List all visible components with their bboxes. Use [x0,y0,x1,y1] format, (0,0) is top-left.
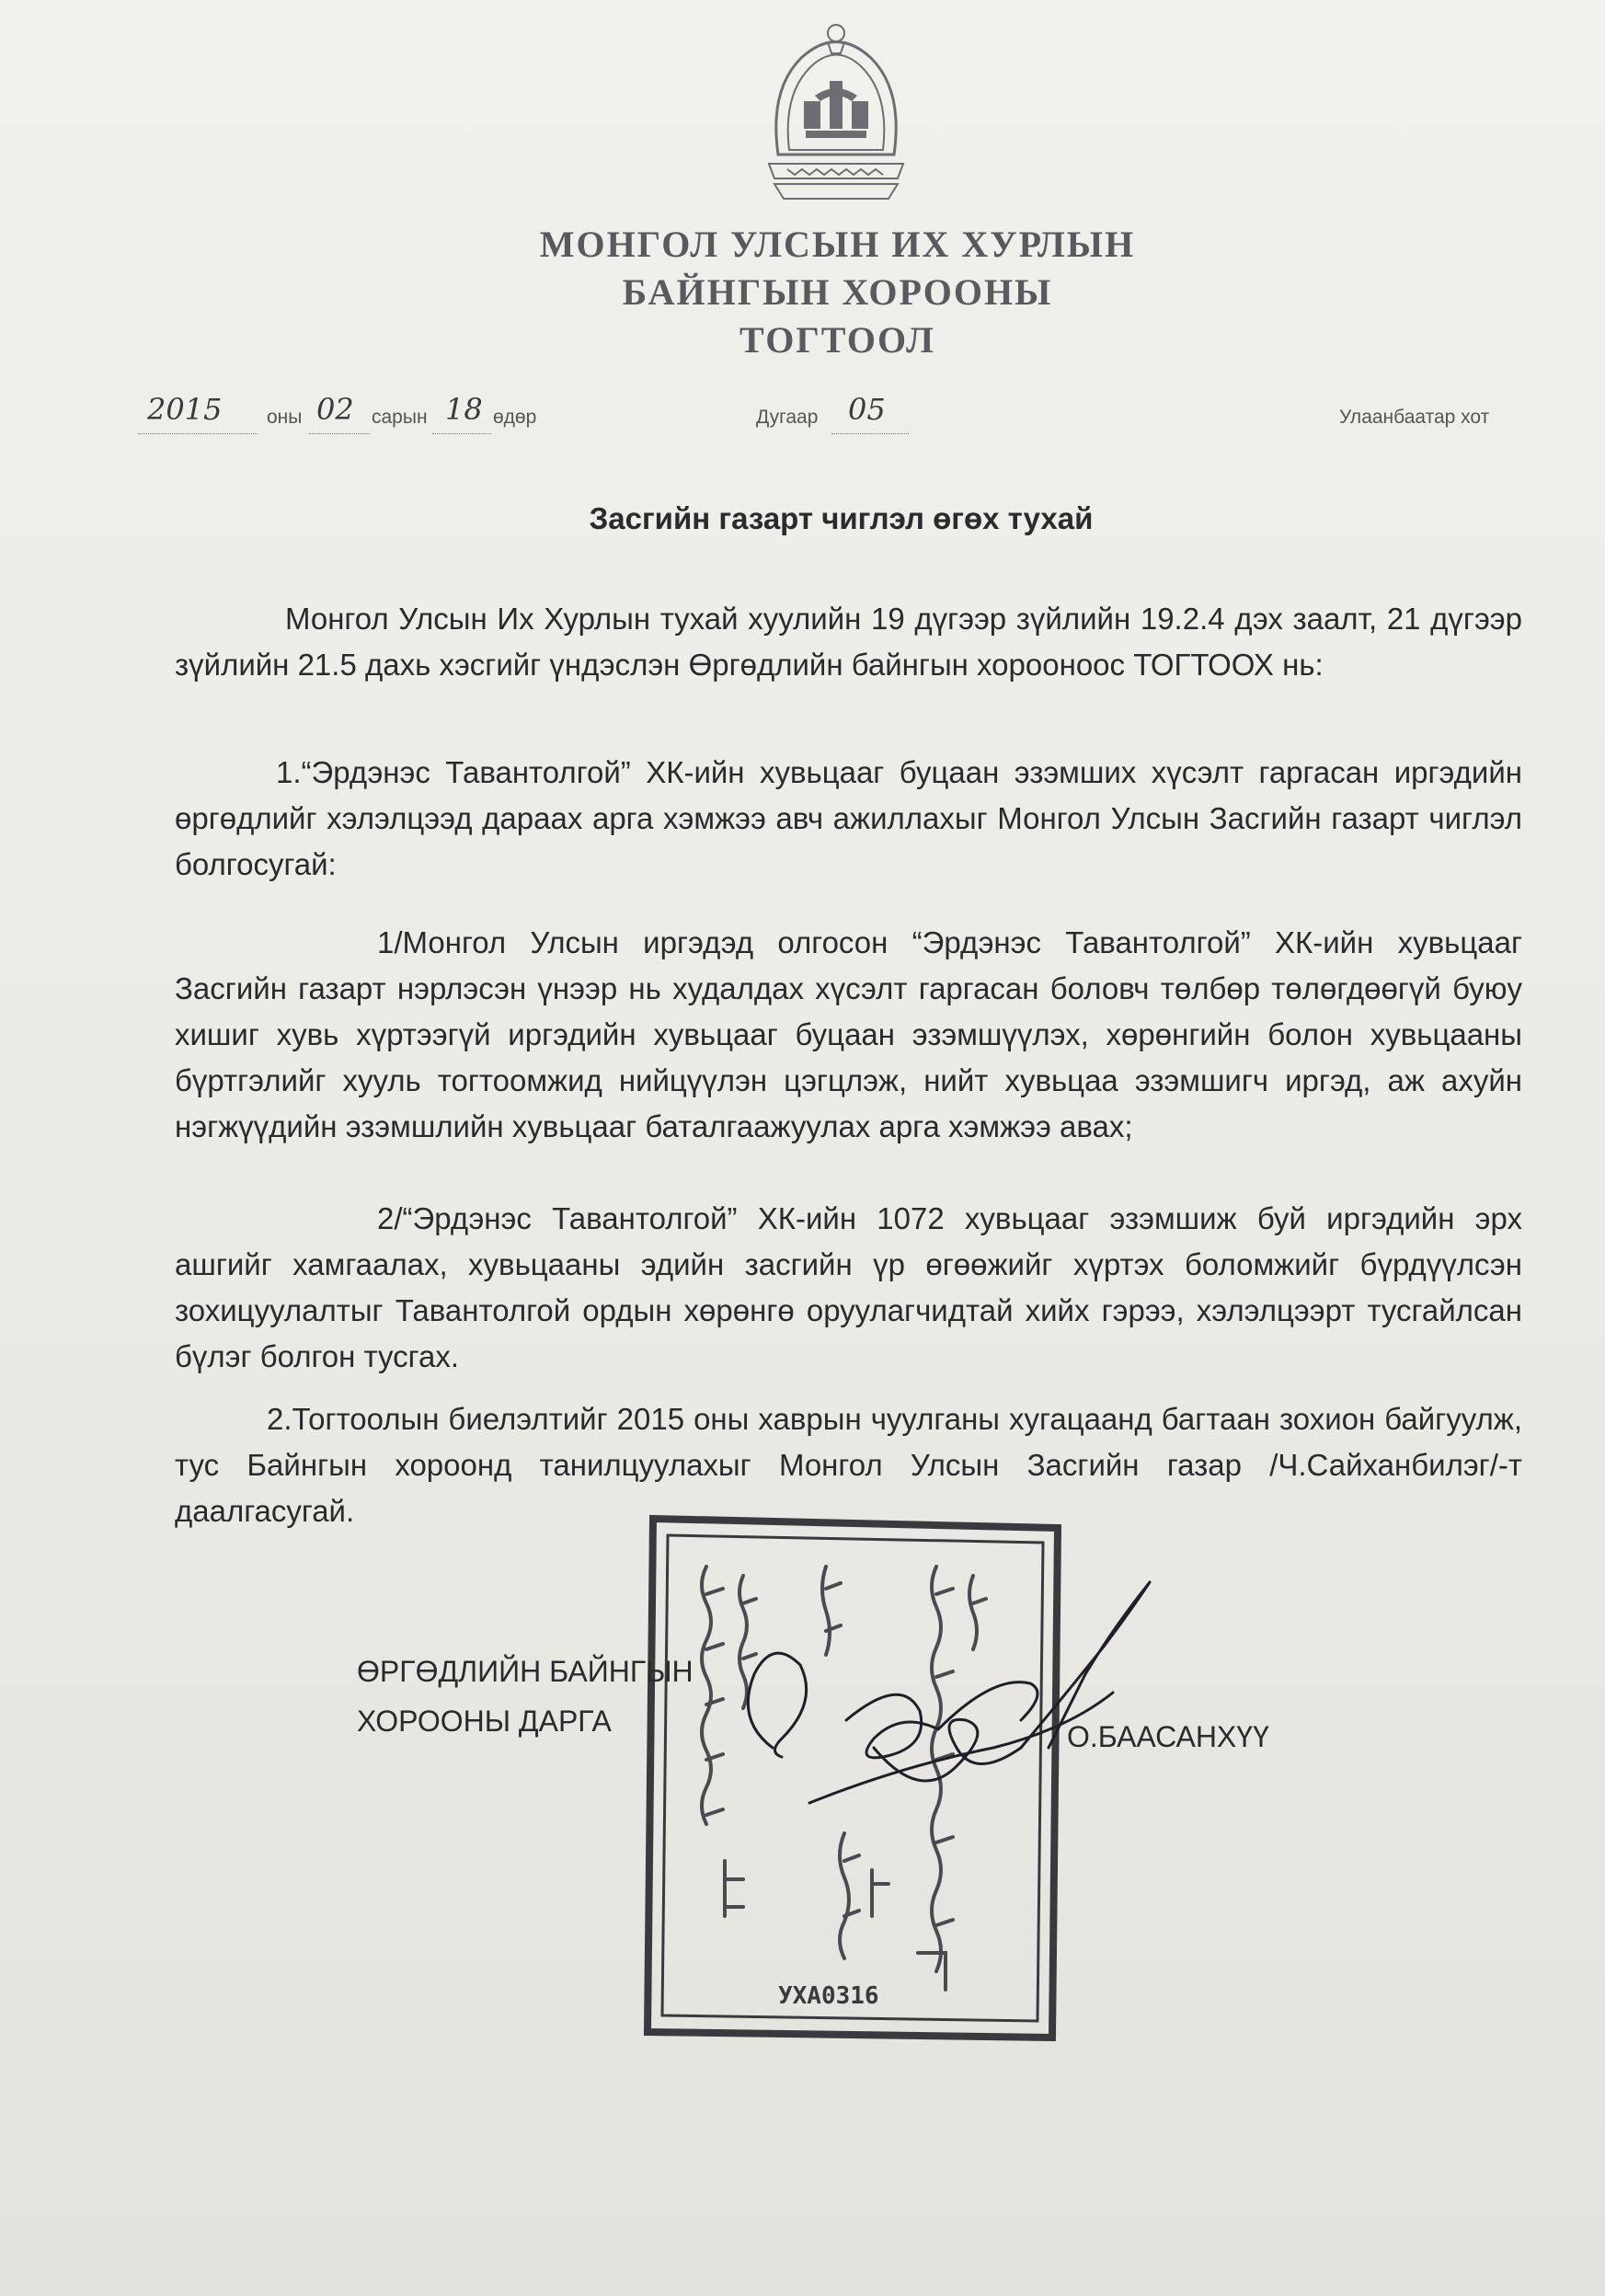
date-day: 18 [432,392,491,438]
date-year: 2015 [138,392,258,438]
signatory-title: ӨРГӨДЛИЙН БАЙНГЫН ХОРООНЫ ДАРГА [357,1655,694,1738]
number-label: Дугаар [756,407,819,428]
document-number: 05 [831,392,909,438]
paragraph-1-2: 2/“Эрдэнэс Тавантолгой” ХК-ийн 1072 хувьцааг эзэмшиж буй иргэдийн эрх ашгийг хамгаалах, хувьцааны эдийн засгийн үр өгөөжийг хүртэх боломжийг бүрдүүлсэн зохицуулалтыг Тавантолгой ордын хөрөнгө оруулагчидтай хийх гэрээ, хэлэлцээрт тусгайлсан бүлэг болгон тусгах. [175,1201,1522,1373]
day-label: өдөр [493,407,537,428]
paragraph-1: 1.“Эрдэнэс Тавантолгой” ХК-ийн хувьцааг буцаан эзэмших хүсэлт гаргасан иргэдийн өргөдлийг хэлэлцээд дараах арга хэмжээ авч ажиллахыг Монгол Улсын Засгийн газарт чиглэл болгосугай: [175,755,1522,881]
city-label: Улаанбаатар хот [1339,407,1490,428]
paragraph-intro: Монгол Улсын Их Хурлын тухай хуулийн 19 дүгээр зүйлийн 19.2.4 дэх заалт, 21 дүгээр зүйлийн 21.5 дахь хэсгийг үндэслэн Өргөдлийн байнгын хорооноос ТОГТООХ нь: [175,602,1522,682]
meta-row [0,386,1605,442]
title-line-3: ТОГТООЛ [739,319,935,361]
handwritten-signature-icon [717,1564,1177,1867]
document-heading: Засгийн газарт чиглэл өгөх тухай [589,501,1094,535]
month-label: сарын [372,407,428,428]
signatory-name: О.БААСАНХҮҮ [1067,1720,1269,1753]
svg-text:УХА0316: УХА0316 [778,1982,879,2010]
state-emblem-icon [760,17,912,210]
year-label: оны [267,407,303,428]
date-month: 02 [309,392,370,438]
paragraph-1-1: 1/Монгол Улсын иргэдэд олгосон “Эрдэнэс Тавантолгой” ХК-ийн хувьцааг Засгийн газарт нэрлэсэн үнээр нь худалдах хүсэлт гаргасан боловч төлбөр төлөгдөөгүй буюу хишиг хувь хүртээгүй иргэдийн хувьцааг буцаан эзэмшүүлэх, хөрөнгийн болон хувьцааны бүртгэлийг хууль тогтоомжид нийцүүлэн цэгцлэж, нийт хувьцаа эзэмшигч иргэд, аж ахуйн нэгжүүдийн эзэмшлийн хувьцааг баталгаажуулах арга хэмжээ авах; [175,925,1522,1143]
paragraph-2: 2.Тогтоолын биелэлтийг 2015 оны хаврын чуулганы хугацаанд багтаан зохион байгуулж, тус Байнгын хороонд танилцуулахыг Монгол Улсын Засгийн газар /Ч.Сайханбилэг/-т даалгасугай. [175,1402,1522,1528]
title-line-1: МОНГОЛ УЛСЫН ИХ ХУРЛЫН [539,224,1136,265]
document-title [0,221,1605,364]
title-line-2: БАЙНГЫН ХОРООНЫ [622,271,1053,313]
